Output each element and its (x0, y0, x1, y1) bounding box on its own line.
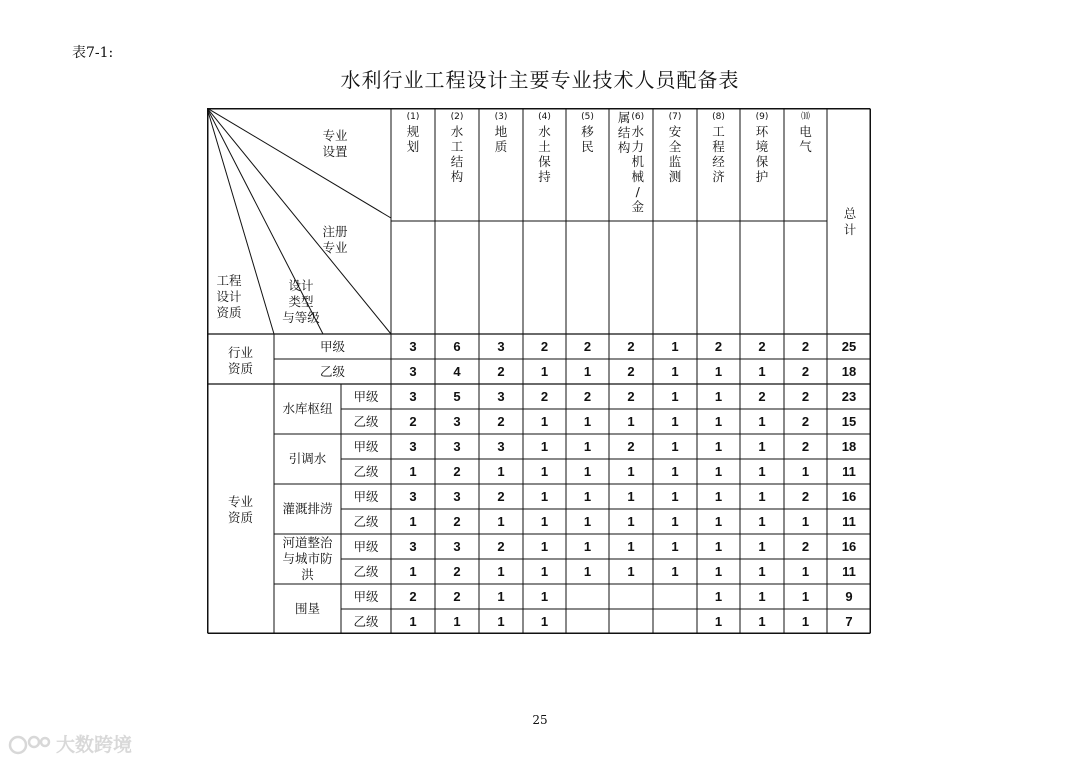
document-title: 水利行业工程设计主要专业技术人员配备表 (340, 68, 740, 92)
watermark-logo-icon (8, 733, 52, 755)
value-cell: 2 (801, 364, 810, 379)
value-cell: 2 (801, 389, 810, 404)
value-cell: 1 (627, 539, 635, 554)
value-cell: 2 (497, 489, 505, 504)
value-cell: 1 (540, 589, 549, 604)
value-cell: 2 (497, 364, 505, 379)
column-header-6 (609, 110, 653, 214)
grade-label: 乙级 (353, 564, 379, 579)
value-cell: 3 (409, 539, 417, 554)
value-cell: 1 (671, 539, 679, 554)
value-cell: 1 (540, 614, 549, 629)
value-cell: 1 (671, 564, 679, 579)
grade-label: 甲级 (353, 539, 379, 554)
value-cell: 1 (497, 464, 505, 479)
value-cell: 3 (409, 439, 417, 454)
value-cell: 1 (409, 464, 417, 479)
value-cell: 1 (758, 414, 766, 429)
column-header-4 (523, 110, 566, 184)
value-cell: 1 (583, 539, 592, 554)
header-engineering-qualification: 工程 设计 资质 (216, 273, 242, 320)
column-number: (6) (631, 112, 645, 122)
value-cell: 1 (497, 614, 505, 629)
value-cell: 2 (540, 339, 549, 354)
value-cell: 1 (671, 464, 679, 479)
grade-label: 乙级 (319, 364, 345, 379)
column-number: (3) (494, 112, 508, 122)
value-cell: 1 (714, 464, 723, 479)
column-label: 工 程 经 济 (712, 124, 725, 184)
grade-label: 乙级 (353, 414, 379, 429)
value-cell: 1 (758, 589, 766, 604)
column-header-10 (784, 110, 827, 154)
value-cell: 1 (714, 514, 723, 529)
value-cell: 1 (409, 514, 417, 529)
category-label: 引调水 (288, 451, 327, 466)
value-cell (566, 584, 609, 609)
grade-label: 甲级 (353, 389, 379, 404)
header-registered-major: 注册 专业 (322, 224, 348, 255)
value-cell: 1 (627, 464, 635, 479)
value-cell: 2 (627, 439, 635, 454)
column-header-8 (697, 110, 740, 184)
value-cell: 1 (714, 489, 723, 504)
column-number: (1) (406, 112, 420, 122)
value-cell: 1 (671, 389, 679, 404)
value-cell: 1 (714, 389, 723, 404)
grade-label: 乙级 (353, 464, 379, 479)
value-cell: 1 (583, 489, 592, 504)
value-cell: 2 (627, 389, 635, 404)
column-label: 地 质 (494, 124, 508, 154)
column-label: 规 划 (406, 124, 420, 154)
column-label: 水 土 保 持 (538, 124, 551, 184)
value-cell: 1 (801, 589, 810, 604)
value-cell: 2 (758, 389, 766, 404)
value-cell: 1 (758, 489, 766, 504)
value-cell: 2 (497, 414, 505, 429)
category-label: 河道整治 与城市防 洪 (282, 535, 333, 582)
column-header-1 (391, 110, 435, 154)
value-cell: 2 (714, 339, 723, 354)
watermark (8, 730, 132, 757)
value-cell: 1 (540, 464, 549, 479)
column-number: (5) (581, 112, 594, 122)
column-number: (4) (538, 112, 551, 122)
value-cell: 2 (583, 389, 592, 404)
column-label: 水 力 机 械 / 金 (631, 124, 644, 214)
page-number: 25 (532, 713, 548, 727)
value-cell (653, 584, 697, 609)
grade-label: 甲级 (319, 339, 345, 354)
value-cell: 6 (453, 339, 461, 354)
value-cell: 1 (671, 339, 679, 354)
value-cell: 2 (540, 389, 549, 404)
column-header-7 (653, 110, 697, 184)
value-cell: 2 (497, 539, 505, 554)
value-cell: 1 (583, 514, 592, 529)
column-number: ⑽ (800, 112, 810, 122)
value-cell: 1 (671, 364, 679, 379)
value-cell: 1 (714, 439, 723, 454)
column-header-2 (435, 110, 479, 184)
column-header-5 (566, 110, 609, 154)
value-cell: 1 (758, 539, 766, 554)
value-cell: 1 (758, 614, 766, 629)
value-cell: 1 (758, 464, 766, 479)
value-cell: 1 (758, 514, 766, 529)
value-cell: 1 (758, 564, 766, 579)
total-cell: 9 (845, 589, 853, 604)
value-cell: 2 (409, 589, 417, 604)
value-cell: 1 (758, 439, 766, 454)
value-cell: 1 (583, 439, 592, 454)
total-cell: 11 (842, 514, 856, 529)
value-cell: 1 (671, 514, 679, 529)
total-cell: 16 (841, 539, 857, 554)
total-cell: 23 (841, 389, 857, 404)
column-label: 移 民 (581, 124, 594, 154)
value-cell (653, 609, 697, 634)
value-cell: 1 (409, 614, 417, 629)
grade-label: 乙级 (353, 514, 379, 529)
value-cell: 1 (627, 489, 635, 504)
value-cell: 1 (540, 514, 549, 529)
value-cell: 1 (758, 364, 766, 379)
grade-label: 乙级 (353, 614, 379, 629)
total-cell: 11 (842, 464, 856, 479)
value-cell: 3 (409, 389, 417, 404)
column-label: 水 工 结 构 (450, 124, 464, 184)
header-total: 总 计 (843, 206, 857, 237)
value-cell: 3 (453, 539, 461, 554)
total-cell: 25 (841, 339, 857, 354)
value-cell (566, 609, 609, 634)
value-cell: 1 (540, 414, 549, 429)
watermark-text: 大数跨境 (56, 734, 133, 756)
value-cell: 1 (671, 489, 679, 504)
value-cell: 1 (627, 414, 635, 429)
value-cell: 2 (801, 339, 810, 354)
value-cell: 1 (714, 364, 723, 379)
column-label: 环 境 保 护 (755, 124, 769, 184)
header-design-type-grade: 设计 类型 与等级 (282, 278, 320, 325)
value-cell: 3 (453, 414, 461, 429)
value-cell: 1 (714, 564, 723, 579)
value-cell: 1 (714, 414, 723, 429)
value-cell: 1 (540, 364, 549, 379)
value-cell: 2 (801, 439, 810, 454)
value-cell: 1 (540, 539, 549, 554)
column-header-3 (479, 110, 523, 154)
value-cell: 2 (801, 539, 810, 554)
value-cell: 3 (453, 489, 461, 504)
grade-label: 甲级 (353, 489, 379, 504)
value-cell: 1 (627, 514, 635, 529)
value-cell: 1 (497, 514, 505, 529)
value-cell: 2 (453, 464, 461, 479)
header-major-setting: 专业 设置 (322, 128, 348, 159)
total-cell: 7 (845, 614, 853, 629)
value-cell: 1 (540, 564, 549, 579)
value-cell: 2 (627, 339, 635, 354)
value-cell: 1 (801, 564, 810, 579)
category-label: 灌溉排涝 (282, 501, 333, 516)
column-number: (2) (450, 112, 464, 122)
value-cell: 1 (497, 589, 505, 604)
value-cell: 3 (497, 439, 505, 454)
total-cell: 18 (841, 439, 857, 454)
table-number: 表7-1: (72, 45, 114, 61)
value-cell: 1 (714, 539, 723, 554)
value-cell: 2 (583, 339, 592, 354)
value-cell: 1 (801, 614, 810, 629)
value-cell: 2 (627, 364, 635, 379)
value-cell: 3 (497, 389, 505, 404)
value-cell: 1 (714, 589, 723, 604)
total-cell: 15 (841, 414, 857, 429)
value-cell: 2 (801, 489, 810, 504)
column-header-prefix: 属 结 构 (617, 110, 631, 155)
value-cell: 1 (583, 414, 592, 429)
total-cell: 18 (841, 364, 857, 379)
grade-label: 甲级 (353, 439, 379, 454)
value-cell: 1 (453, 614, 461, 629)
value-cell: 3 (453, 439, 461, 454)
value-cell: 1 (801, 514, 810, 529)
value-cell: 3 (409, 489, 417, 504)
grade-label: 甲级 (353, 589, 379, 604)
column-number: (8) (712, 112, 725, 122)
column-number: (7) (668, 112, 682, 122)
value-cell: 1 (671, 439, 679, 454)
group-professional-qualification: 专业 资质 (227, 494, 253, 525)
value-cell: 1 (583, 464, 592, 479)
value-cell: 1 (627, 564, 635, 579)
column-number: (9) (755, 112, 769, 122)
value-cell: 1 (801, 464, 810, 479)
value-cell: 1 (540, 439, 549, 454)
total-cell: 16 (841, 489, 857, 504)
value-cell: 2 (758, 339, 766, 354)
value-cell: 1 (583, 564, 592, 579)
value-cell: 2 (801, 414, 810, 429)
value-cell: 1 (540, 489, 549, 504)
total-cell: 11 (842, 564, 856, 579)
column-label: 安 全 监 测 (668, 124, 682, 184)
column-header-9 (740, 110, 784, 184)
value-cell: 3 (409, 364, 417, 379)
value-cell (609, 584, 653, 609)
value-cell: 2 (409, 414, 417, 429)
value-cell (609, 609, 653, 634)
column-label: 电 气 (799, 124, 812, 154)
value-cell: 3 (497, 339, 505, 354)
value-cell: 4 (453, 364, 461, 379)
value-cell: 2 (453, 514, 461, 529)
staffing-table (207, 108, 871, 634)
value-cell: 1 (497, 564, 505, 579)
category-label: 水库枢纽 (282, 401, 333, 416)
group-industry-qualification: 行业 资质 (227, 345, 253, 376)
value-cell: 1 (583, 364, 592, 379)
value-cell: 1 (671, 414, 679, 429)
value-cell: 3 (409, 339, 417, 354)
value-cell: 1 (409, 564, 417, 579)
value-cell: 2 (453, 589, 461, 604)
value-cell: 2 (453, 564, 461, 579)
value-cell: 1 (714, 614, 723, 629)
category-label: 围垦 (294, 601, 320, 616)
value-cell: 5 (453, 389, 461, 404)
